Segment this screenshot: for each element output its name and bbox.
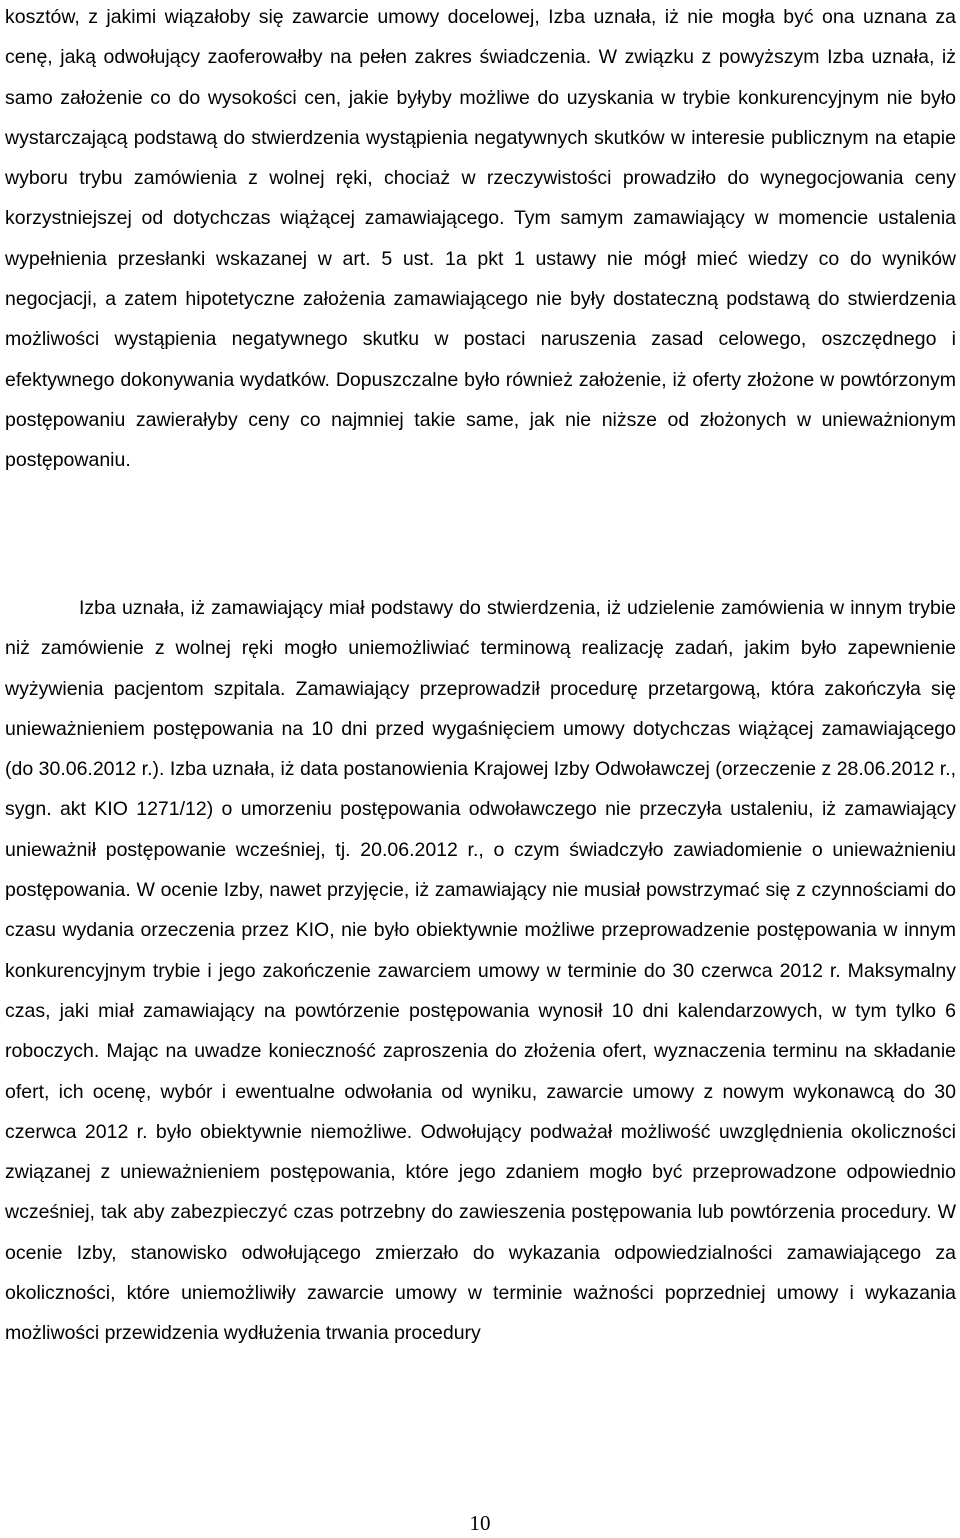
body-paragraph: kosztów, z jakimi wiązałoby się zawarcie umowy docelowej, Izba uznała, iż nie mogła być ona uznana za cenę, jaką odwołujący zaoferowałby na pełen zakres świadczenia. W związku z powyższym Izba uznała, iż samo założenie co do wysokości cen, jakie byłyby możliwe do uzyskania w trybie konkurencyjnym nie było wystarczającą podstawą do stwierdzenia wystąpienia negatywnych skutków w interesie publicznym na etapie wyboru trybu zamówienia z wolnej ręki, chociaż w rzeczywistości prowadziło do wynegocjowania ceny korzystniejszej od dotychczas wiążącej zamawiającego. Tym samym zamawiający w momencie ustalenia wypełnienia przesłanki wskazanej w art. 5 ust. 1a pkt 1 ustawy nie mógł mieć wiedzy co do wyników negocjacji, a zatem hipotetyczne założenia zamawiającego nie były dostateczną podstawą do stwierdzenia możliwości wystąpienia negatywnego skutku w postaci naruszenia zasad celowego, oszczędnego i efektywnego dokonywania wydatków. Dopuszczalne było również założenie, iż oferty złożone w powtórzonym postępowaniu zawierałyby ceny co najmniej takie same, jak nie niższe od złożonych w unieważnionym postępowaniu. bbox=[5, 6, 956, 472]
page-number: 10 bbox=[469, 1511, 491, 1535]
body-paragraph: Izba uznała, iż zamawiający miał podstawy do stwierdzenia, iż udzielenie zamówienia w innym trybie niż zamówienie z wolnej ręki mogło uniemożliwiać terminową realizację zadań, jakim było zapewnienie wyżywienia pacjentom szpitala. Zamawiający przeprowadził procedurę przetargową, która zakończyła się unieważnieniem postępowania na 10 dni przed wygaśnięciem umowy dotychczas wiążącej zamawiającego (do 30.06.2012 r.). Izba uznała, iż data postanowienia Krajowej Izby Odwoławczej (orzeczenie z 28.06.2012 r., sygn. akt KIO 1271/12) o umorzeniu postępowania odwoławczego nie przeczyła ustaleniu, iż zamawiający unieważnił postępowanie wcześniej, tj. 20.06.2012 r., o czym świadczyło zawiadomienie o unieważnieniu postępowania. W ocenie Izby, nawet przyjęcie, iż zamawiający nie musiał powstrzymać się z czynnościami do czasu wydania orzeczenia przez KIO, nie było obiektywnie możliwe przeprowadzenie postępowania w innym konkurencyjnym trybie i jego zakończenie zawarciem umowy w terminie do 30 czerwca 2012 r. Maksymalny czas, jaki miał zamawiający na powtórzenie postępowania wynosił 10 dni kalendarzowych, w tym tylko 6 roboczych. Mając na uwadze konieczność zaproszenia do złożenia ofert, wyznaczenia terminu na składanie ofert, ich ocenę, wybór i ewentualne odwołania od wyniku, zawarcie umowy z nowym wykonawcą do 30 czerwca 2012 r. było obiektywnie niemożliwe. Odwołujący podważał możliwość uwzględnienia okoliczności związanej z unieważnieniem postępowania, które jego zdaniem mogło być przeprowadzone odpowiednio wcześniej, tak aby zabezpieczyć czas potrzebny do zawieszenia postępowania lub powtórzenia procedury. W ocenie Izby, stanowisko odwołującego zmierzało do wykazania odpowiedzialności zamawiającego za okoliczności, które uniemożliwiły zawarcie umowy w terminie ważności poprzedniej umowy i wykazania możliwości przewidzenia wydłużenia trwania procedury bbox=[5, 597, 956, 1345]
